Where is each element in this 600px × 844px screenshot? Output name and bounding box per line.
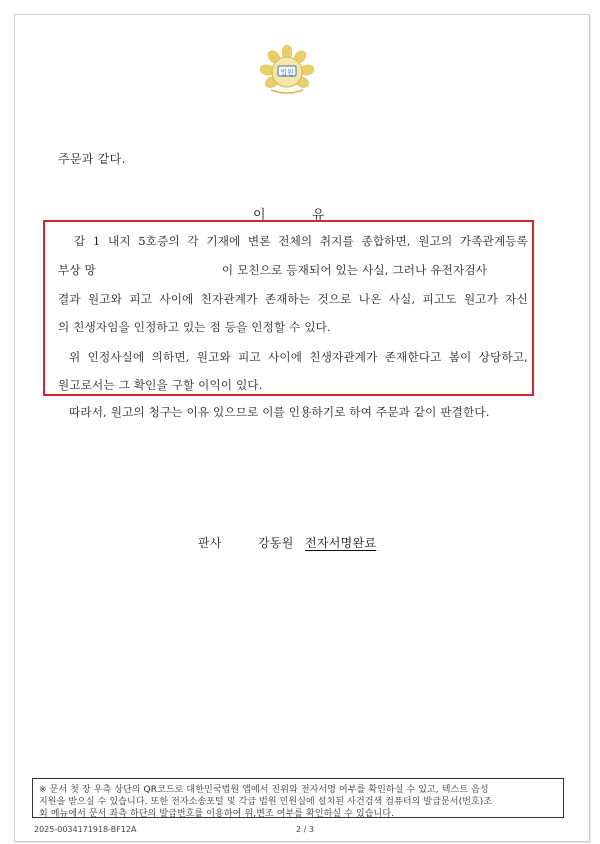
notice-box xyxy=(32,778,564,818)
conclusion-text: 주문과 같다. xyxy=(58,152,126,166)
para1-line3: 결과 원고와 피고 사이에 친자관계가 존재하는 것으로 나온 사실, 피고도 원고가 자신 xyxy=(58,292,528,306)
page-number: 2 / 3 xyxy=(296,825,314,834)
notice-line2: 지원을 받으실 수 있습니다. 또한 전자소송포털 및 각급 법원 민원실에 설치된 사건검색 컴퓨터의 발급문서(번호)조 xyxy=(39,797,493,807)
final-text: 따라서, 원고의 청구는 이유 있으므로 이를 인용하기로 하여 주문과 같이 판결한다. xyxy=(69,405,490,419)
para1-line2-start: 부상 망 xyxy=(58,263,96,277)
para1-line1: 갑 1 내지 5호증의 각 기재에 변론 전체의 취지를 종합하면, 원고의 가족관계등록 xyxy=(74,234,528,248)
judge-role: 판사 xyxy=(198,536,222,550)
seal-label: 법원 xyxy=(280,68,294,77)
court-seal-icon xyxy=(257,44,317,96)
reason-heading-right: 유 xyxy=(312,208,325,223)
judge-name: 강동원 xyxy=(258,536,294,550)
para2-line2: 원고로서는 그 확인을 구할 이익이 있다. xyxy=(58,378,263,392)
notice-line1: ※ 문서 첫 장 우측 상단의 QR코드로 대한민국법원 앱에서 진위와 전자서명 여부를 확인하실 수 있고, 텍스트 음성 xyxy=(39,785,489,795)
para2-line1: 위 인정사실에 의하면, 원고와 피고 사이에 친생자관계가 존재한다고 봄이 상당하고, xyxy=(69,350,528,364)
para1-line4: 의 친생자임을 인정하고 있는 점 등을 인정할 수 있다. xyxy=(58,320,331,334)
para1-line2-end: 이 모친으로 등재되어 있는 사실, 그러나 유전자검사 xyxy=(221,263,488,277)
document-page xyxy=(14,14,590,842)
reason-heading-left: 이 xyxy=(253,208,266,223)
document-id: 2025-0034171918-BF12A xyxy=(34,825,137,834)
para1-line2 xyxy=(58,265,528,277)
notice-line3: 회 메뉴에서 문서 좌측 하단의 발급번호를 이용하여 위,변조 여부를 확인하실 수 있습니다. xyxy=(39,809,395,819)
esign-status: 전자서명완료 xyxy=(305,536,377,550)
